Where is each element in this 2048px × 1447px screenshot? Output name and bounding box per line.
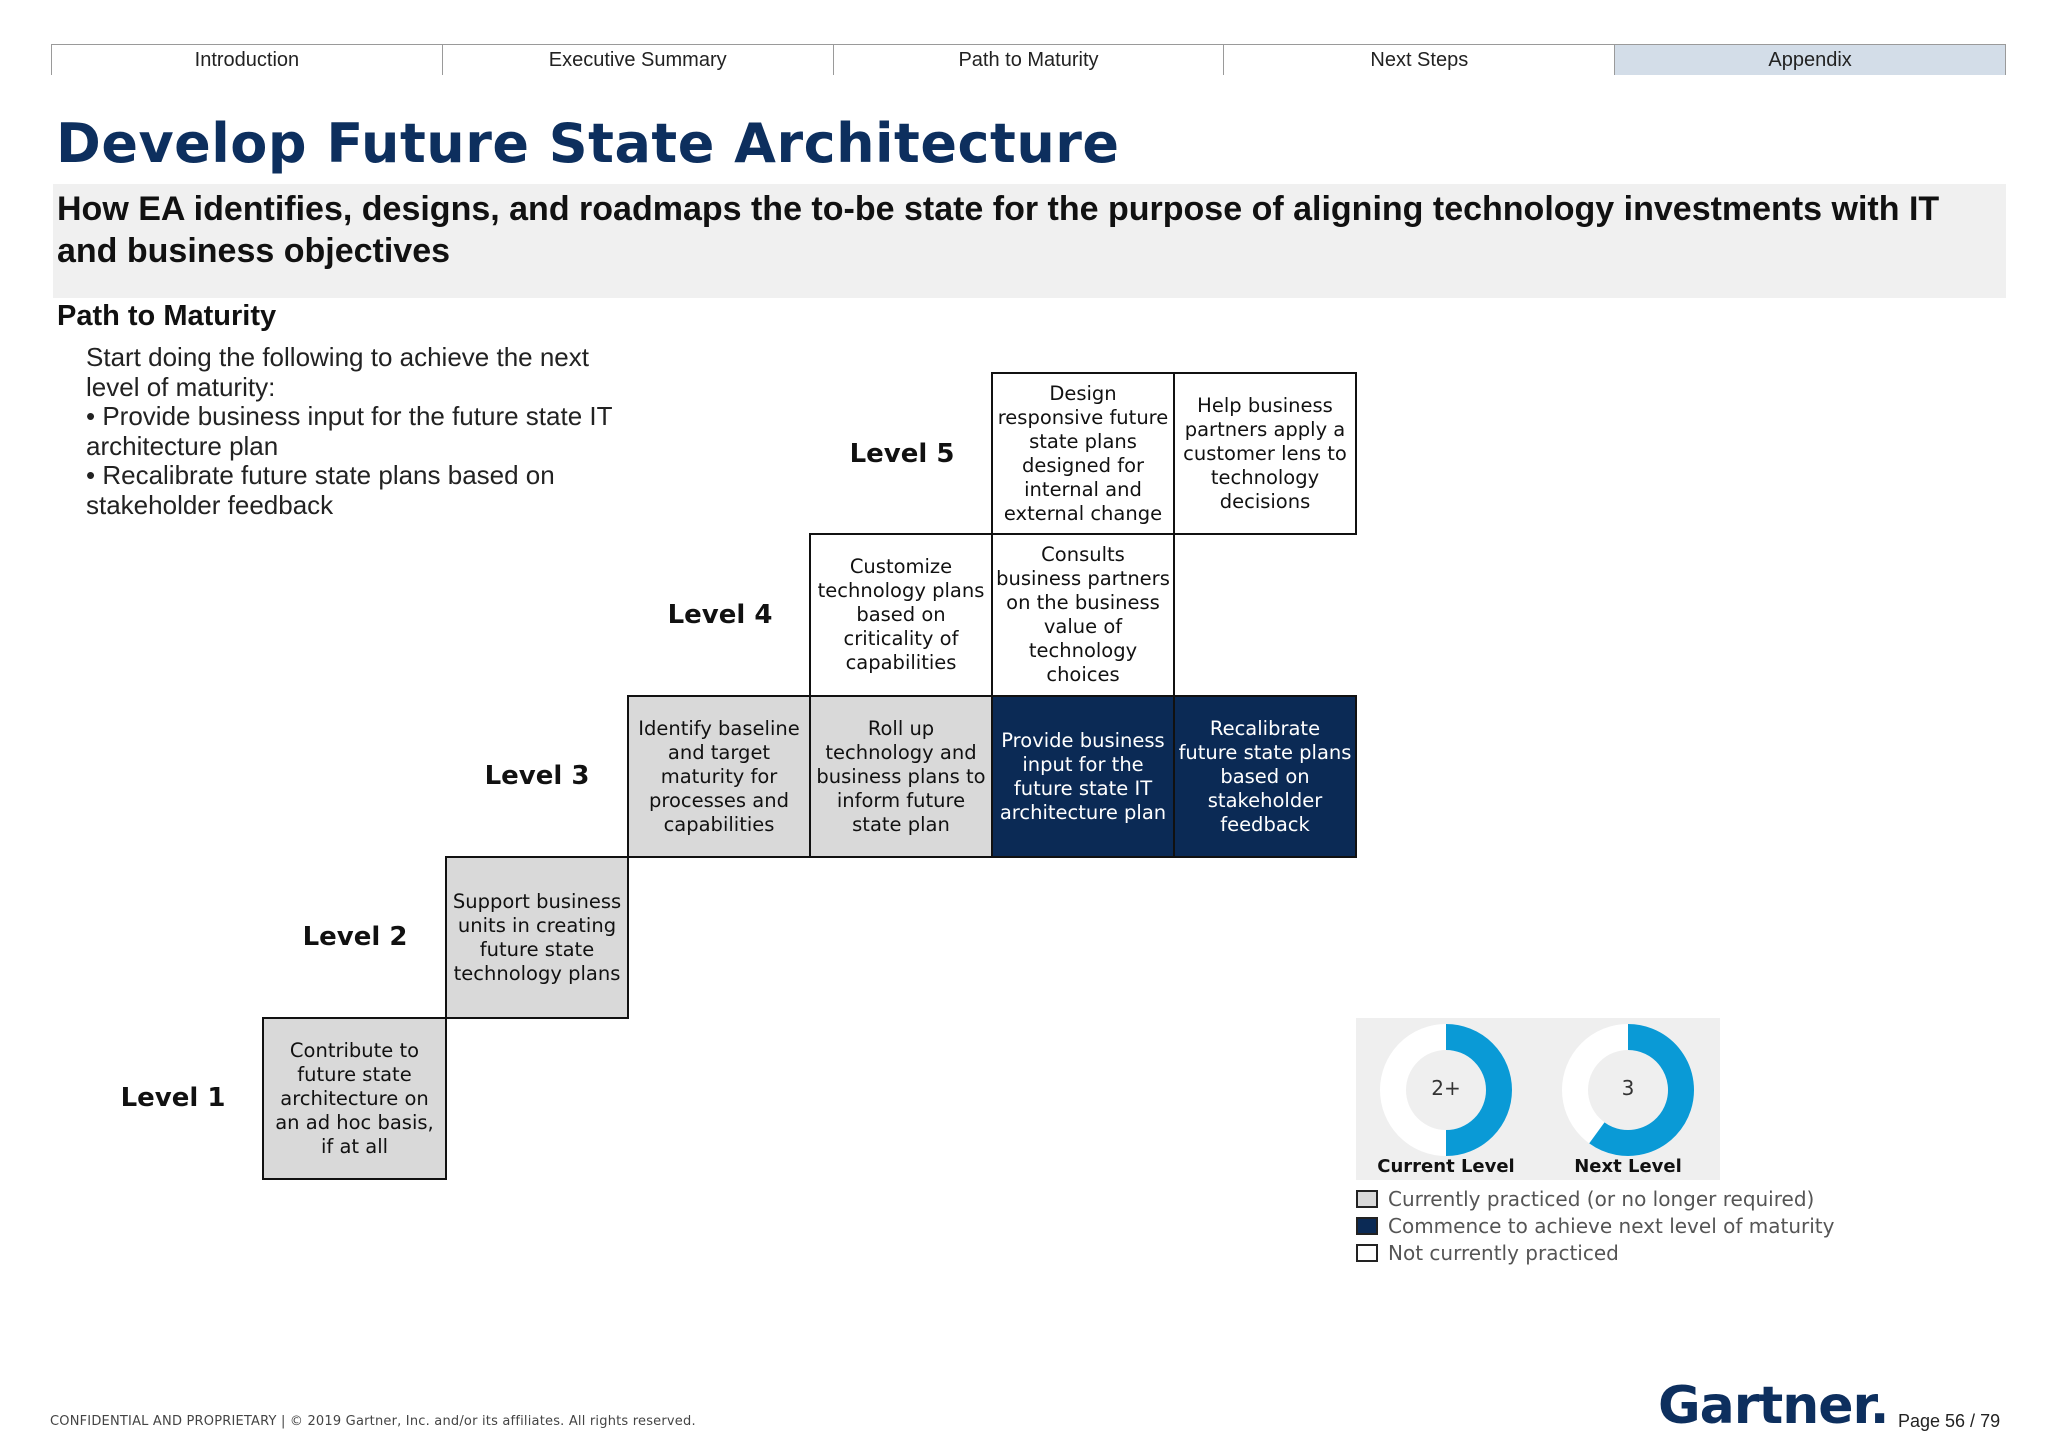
subtitle-band — [53, 184, 2006, 298]
maturity-cell-level-3-a: Identify baseline and target maturity for processes and capabilities — [627, 695, 811, 858]
current-level-value: 2+ — [1431, 1076, 1461, 1100]
page-title: Develop Future State Architecture — [56, 112, 1120, 175]
maturity-cell-level-4-a: Customize technology plans based on criticality of capabilities — [809, 533, 993, 697]
footer-copyright: CONFIDENTIAL AND PROPRIETARY | © 2019 Gartner, Inc. and/or its affiliates. All rights reserved. — [50, 1414, 696, 1429]
legend-swatch — [1356, 1217, 1378, 1235]
current-level-caption: Current Level — [1377, 1156, 1515, 1177]
level-3-label: Level 3 — [484, 761, 590, 791]
tab-appendix[interactable]: Appendix — [1614, 44, 2006, 75]
legend-label: Currently practiced (or no longer required) — [1388, 1186, 1815, 1211]
level-5-label: Level 5 — [849, 439, 955, 469]
maturity-cell-level-5-b: Help business partners apply a customer lens to technology decisions — [1173, 372, 1357, 535]
next-level-value: 3 — [1621, 1076, 1635, 1100]
gartner-logo: Gartner. — [1658, 1376, 1889, 1436]
intro-bullet: • Provide business input for the future state IT architecture plan — [86, 401, 613, 461]
maturity-cell-level-1: Contribute to future state architecture on an ad hoc basis, if at all — [262, 1017, 447, 1180]
maturity-gauge-panel — [1356, 1018, 1720, 1180]
legend — [1356, 1185, 1834, 1266]
legend-item-not-practiced — [1356, 1239, 1834, 1266]
level-2-label: Level 2 — [302, 922, 408, 952]
maturity-cell-level-5-a: Design responsive future state plans designed for internal and external change — [991, 372, 1175, 535]
legend-swatch — [1356, 1244, 1378, 1262]
level-1-label: Level 1 — [120, 1083, 226, 1113]
tab-next-steps[interactable]: Next Steps — [1223, 44, 1614, 75]
legend-label: Commence to achieve next level of maturity — [1388, 1213, 1835, 1238]
page-number: Page 56 / 79 — [1898, 1411, 2001, 1431]
intro-lead: Start doing the following to achieve the next level of maturity: — [86, 342, 589, 402]
legend-swatch — [1356, 1190, 1378, 1208]
maturity-cell-level-3-d: Recalibrate future state plans based on stakeholder feedback — [1173, 695, 1357, 858]
legend-label: Not currently practiced — [1388, 1240, 1619, 1265]
level-4-label: Level 4 — [667, 600, 773, 630]
legend-item-practiced — [1356, 1185, 1834, 1212]
section-heading: Path to Maturity — [57, 300, 277, 332]
maturity-cell-level-3-b: Roll up technology and business plans to inform future state plan — [809, 695, 993, 858]
intro-text — [86, 343, 646, 520]
maturity-cell-level-3-c: Provide business input for the future state IT architecture plan — [991, 695, 1175, 858]
tab-introduction[interactable]: Introduction — [51, 44, 442, 75]
tab-path-to-maturity[interactable]: Path to Maturity — [833, 44, 1224, 75]
maturity-cell-level-4-b: Consults business partners on the business value of technology choices — [991, 533, 1175, 697]
intro-bullet: • Recalibrate future state plans based on stakeholder feedback — [86, 460, 555, 520]
next-level-caption: Next Level — [1574, 1156, 1682, 1177]
tab-executive-summary[interactable]: Executive Summary — [442, 44, 833, 75]
page-subtitle: How EA identifies, designs, and roadmaps the to-be state for the purpose of aligning technology investments with IT and business objectives — [57, 190, 1940, 270]
maturity-cell-level-2: Support business units in creating future state technology plans — [445, 856, 629, 1019]
section-nav — [51, 44, 2006, 75]
legend-item-commence — [1356, 1212, 1834, 1239]
